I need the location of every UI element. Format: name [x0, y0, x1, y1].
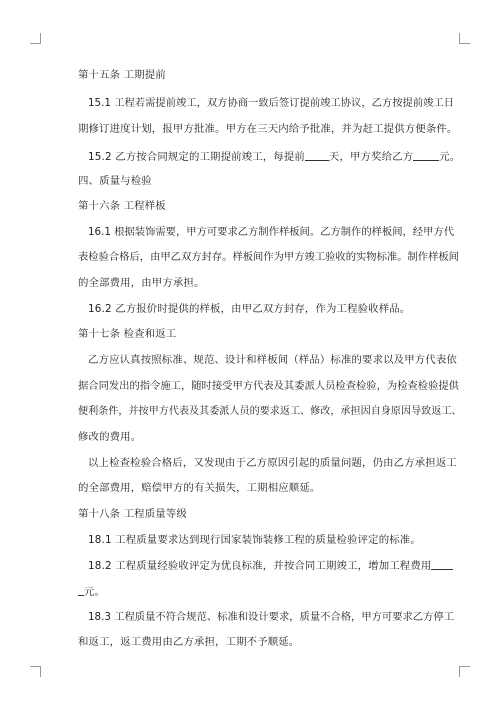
paragraph-line: 便利条件，并按甲方代表及其委派人员的要求返工、修改，承担因自身原因导致返工、	[78, 406, 462, 417]
paragraph-line: 表检验合格后，由甲乙双方封存。样板间作为甲方竣工验收的实物标准。制作样板间	[78, 251, 459, 263]
paragraph-line-with-blanks	[88, 150, 460, 164]
paragraph-line: 和返工，返工费用由乙方承担，工期不予顺延。	[78, 636, 300, 648]
article-15-heading: 第十五条 工期提前	[78, 69, 166, 81]
fill-in-blank	[431, 559, 453, 570]
paragraph-line-with-blank	[88, 559, 453, 573]
paragraph-line: 16.2 乙方报价时提供的样板，由甲乙双方封存，作为工程验收样品。	[88, 303, 411, 315]
fill-in-blank	[413, 150, 439, 161]
text-segment: 天，甲方奖给乙方	[328, 151, 414, 163]
paragraph-line: 以上检查检验合格后，又发现由于乙方原因引起的质量问题，仍由乙方承担返工	[88, 457, 457, 469]
crop-mark-bottom-left	[30, 666, 41, 677]
paragraph-line: 乙方应认真按照标准、规范、设计和样板间（样品）标准的要求以及甲方代表依	[88, 354, 457, 366]
paragraph-line-with-blank	[78, 585, 105, 599]
paragraph-line: 15.1 工程若需提前竣工，双方协商一致后签订提前竣工协议，乙方按提前竣工日	[88, 97, 454, 109]
paragraph-line: 18.3 工程质量不符合规范、标准和设计要求，质量不合格，甲方可要求乙方停工	[88, 611, 454, 623]
article-18-heading: 第十八条 工程质量等级	[78, 508, 187, 520]
paragraph-line: 18.1 工程质量要求达到现行国家装饰装修工程的质量检验评定的标准。	[88, 534, 421, 546]
text-segment: 元。	[439, 151, 461, 163]
text-segment: 15.2 乙方按合同规定的工期提前竣工，每提前	[88, 151, 305, 163]
paragraph-line: 16.1 根据装饰需要，甲方可要求乙方制作样板间。乙方制作的样板间，经甲方代	[88, 226, 454, 238]
text-segment: 元。	[84, 586, 106, 598]
section-heading: 四、质量与检验	[78, 175, 152, 187]
article-17-heading: 第十七条 检查和返工	[78, 328, 177, 340]
paragraph-line: 修改的费用。	[78, 431, 142, 443]
paragraph-line: 据合同发出的指令施工，随时接受甲方代表及其委派人员检查检验，为检查检验提供	[78, 380, 459, 392]
paragraph-line: 期修订进度计划，报甲方批准。甲方在三天内给予批准，并为赶工提供方便条件。	[78, 123, 458, 135]
text-segment: 18.2 工程质量经验收评定为优良标准，并按合同工期竣工，增加工程费用	[88, 560, 432, 572]
fill-in-blank	[305, 150, 329, 161]
paragraph-line: 的全部费用，由甲方承担。	[78, 277, 205, 289]
crop-mark-bottom-right	[459, 666, 470, 677]
crop-mark-top-left	[30, 33, 41, 44]
paragraph-line: 的全部费用，赔偿甲方的有关损失，工期相应顺延。	[78, 482, 321, 494]
article-16-heading: 第十六条 工程样板	[78, 200, 166, 212]
crop-mark-top-right	[459, 33, 470, 44]
